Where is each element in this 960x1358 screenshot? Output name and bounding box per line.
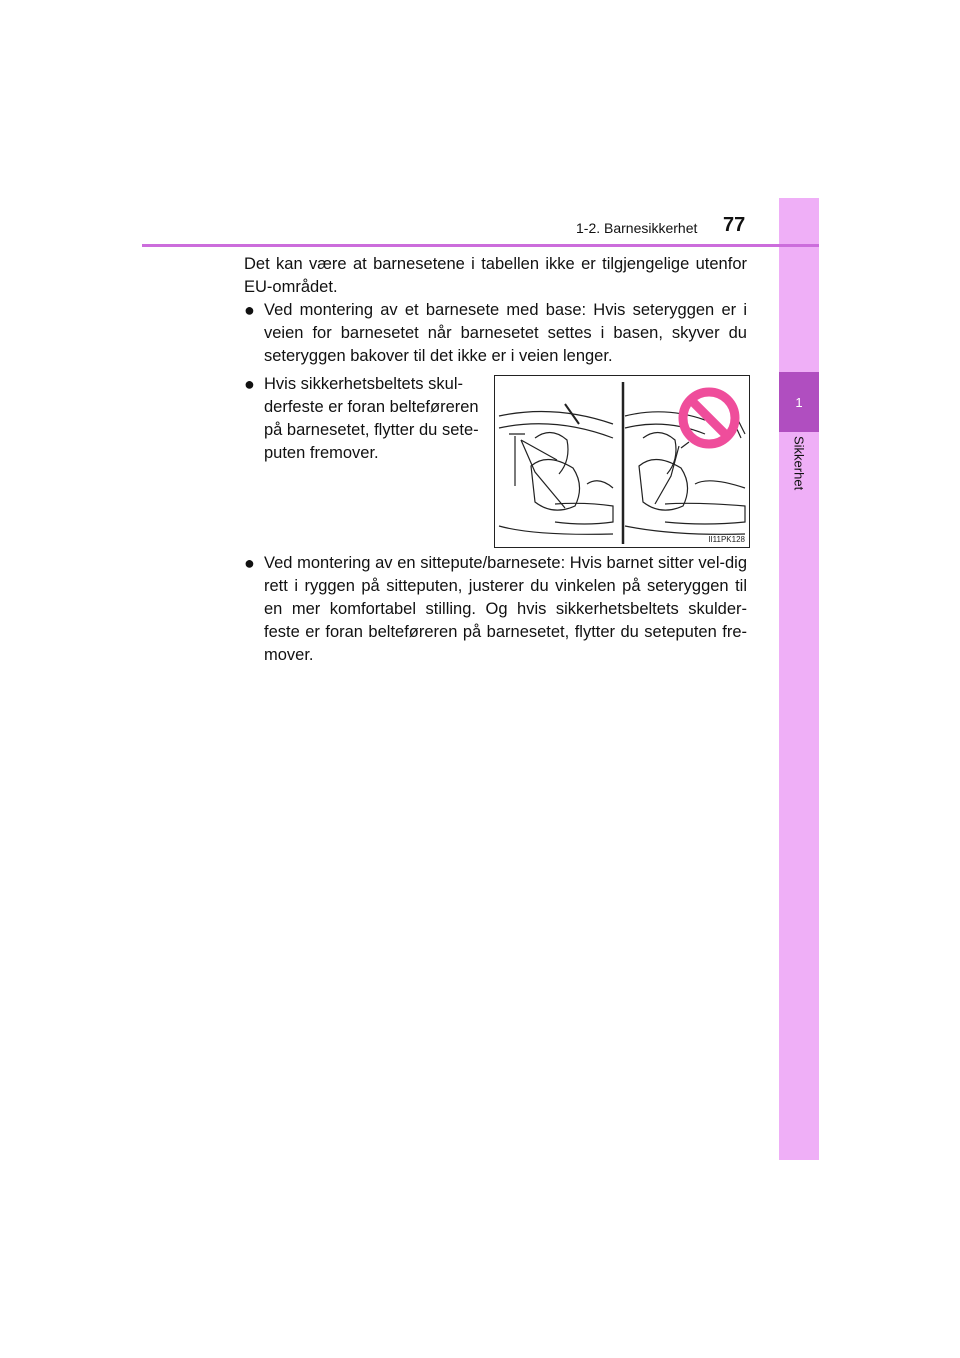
child-seat-drawing xyxy=(495,376,749,547)
list-item-text: Ved montering av et barnesete med base: Hvis seteryggen er i veien for barnesetet når barnesetet settes i basen, skyver du seteryggen bakover til det ikke er i veien lenger. xyxy=(264,301,747,365)
chapter-label: Sikkerhet xyxy=(791,436,807,491)
list-item-text: Ved montering av en sittepute/barnesete: Hvis barnet sitter vel-dig rett i ryggen på sitteputen, justerer du vinkelen på seteryggen til en mer komfortabel stilling. Og hvis sikkerhetsbeltets skulder-feste er foran belteføreren på barnesetet, flytter du seteputen fre-mover. xyxy=(264,554,747,664)
bullet-icon: ● xyxy=(244,374,255,394)
figure-code: II11PK128 xyxy=(708,535,745,544)
seat-illustration xyxy=(494,375,750,548)
prohibition-icon xyxy=(683,392,735,444)
page-number: 77 xyxy=(723,214,746,236)
chapter-sidebar xyxy=(779,198,819,1160)
list-item xyxy=(244,299,747,368)
list-item xyxy=(244,552,747,667)
list-item xyxy=(244,373,493,465)
intro-paragraph: Det kan være at barnesetene i tabellen ikke er tilgjengelige utenfor EU-området. xyxy=(244,255,747,296)
header-rule xyxy=(142,244,819,247)
chapter-number-tab[interactable] xyxy=(779,372,819,432)
chapter-number: 1 xyxy=(795,394,803,410)
bullet-icon: ● xyxy=(244,300,255,320)
section-title: 1-2. Barnesikkerhet xyxy=(576,220,698,236)
list-item-text: Hvis sikkerhetsbeltets skul-derfeste er foran belteføreren på barnesetet, flytter du sete-puten fremover. xyxy=(264,375,479,462)
bullet-icon: ● xyxy=(244,553,255,573)
